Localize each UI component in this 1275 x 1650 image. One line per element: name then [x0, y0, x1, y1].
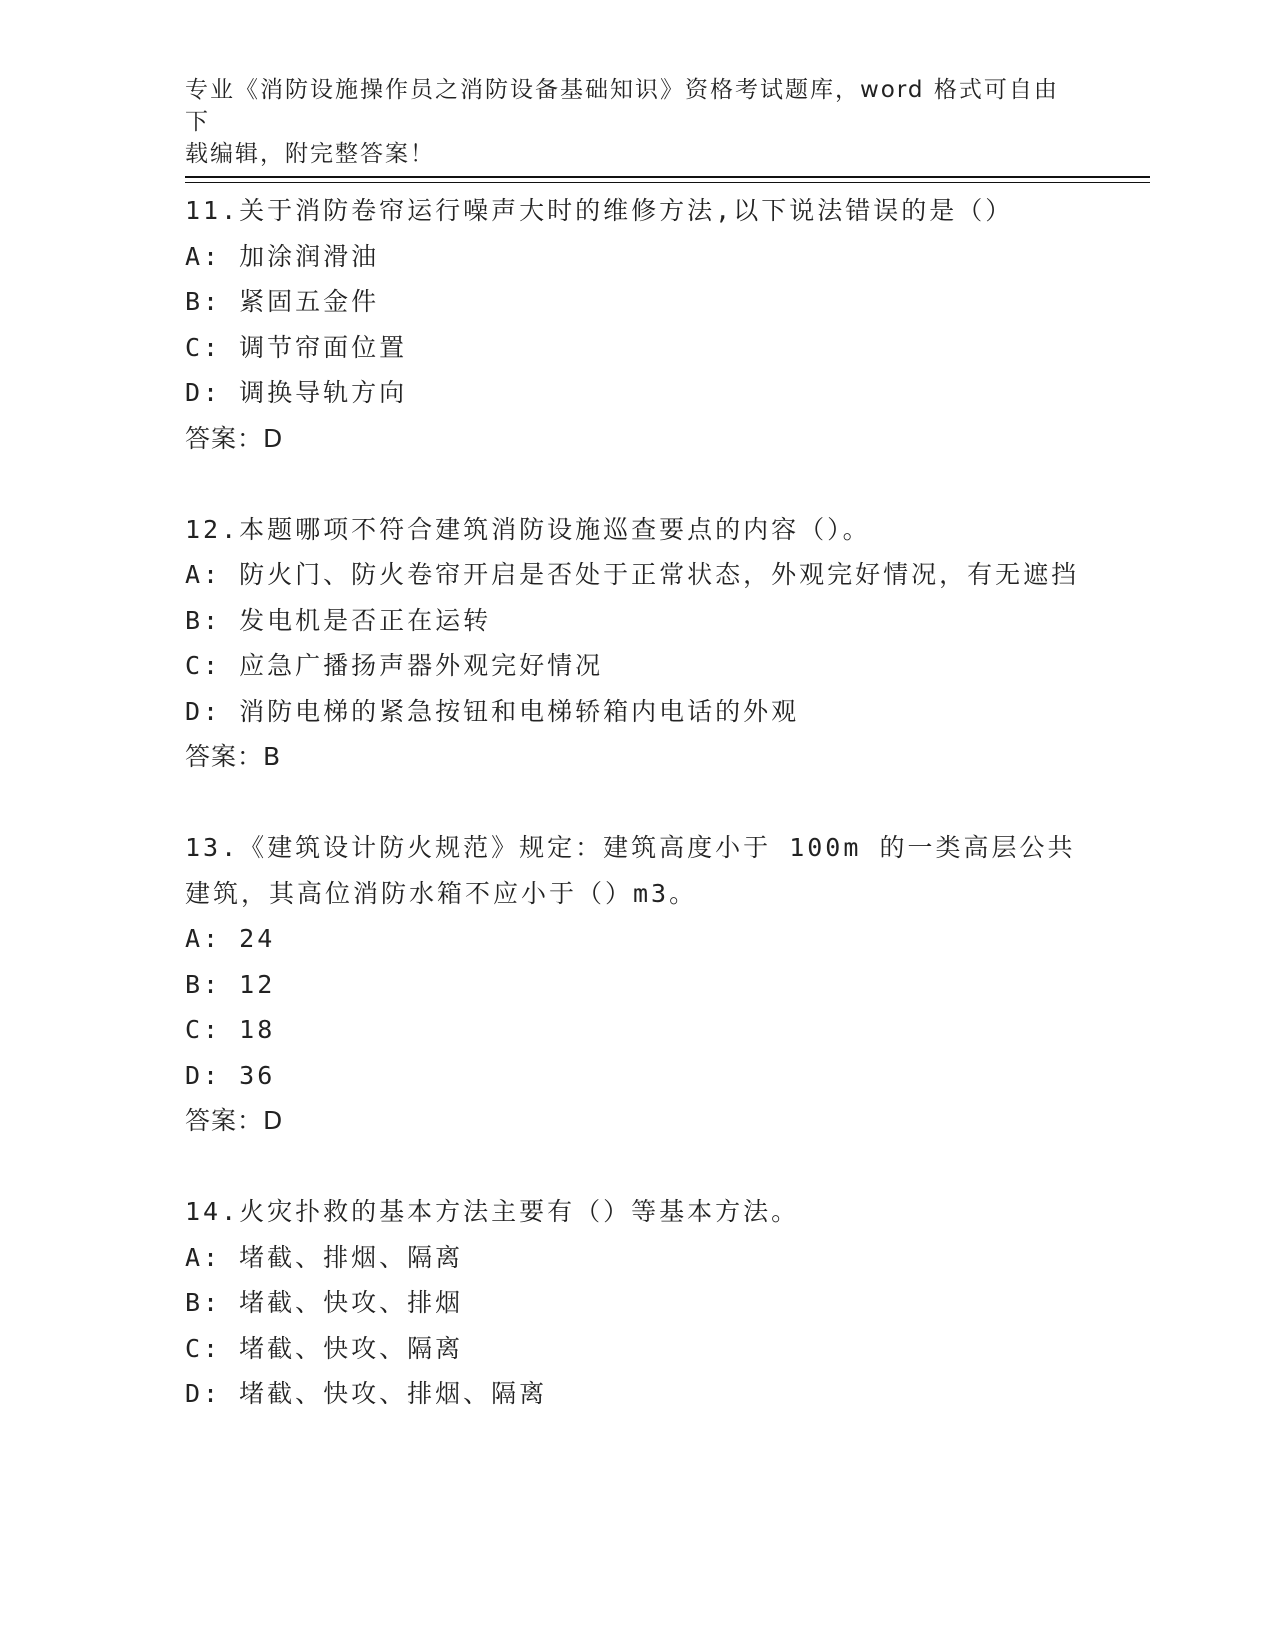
- answer: 答案：B: [185, 742, 282, 771]
- question-spacer: [185, 780, 1085, 826]
- option-d: D: 消防电梯的紧急按钮和电梯轿箱内电话的外观: [185, 696, 800, 726]
- option-d: D: 堵截、快攻、排烟、隔离: [185, 1379, 548, 1408]
- option-b: B: 紧固五金件: [185, 287, 380, 316]
- header-divider-thick: [185, 176, 1150, 178]
- question-text: 12.本题哪项不符合建筑消防设施巡查要点的内容（）。: [185, 514, 871, 544]
- option-d: D: 36: [185, 1060, 276, 1090]
- answer: 答案：D: [185, 1106, 284, 1135]
- question-14: [185, 1189, 1085, 1417]
- question-list: [185, 188, 1085, 1417]
- option-b: B: 12: [185, 969, 276, 999]
- option-b: B: 堵截、快攻、排烟: [185, 1288, 464, 1317]
- document-header: [185, 74, 1065, 170]
- option-d: D: 调换导轨方向: [185, 378, 408, 407]
- question-11: [185, 188, 1085, 507]
- option-a: A: 24: [185, 924, 276, 953]
- question-text: 13.《建筑设计防火规范》规定：建筑高度小于 100m 的一类高层公共建筑，其高位消防水箱不应小于（）m3。: [185, 833, 1076, 908]
- question-12: [185, 507, 1085, 826]
- question-spacer: [185, 461, 1085, 507]
- option-c: C: 堵截、快攻、隔离: [185, 1333, 464, 1363]
- header-divider-thin: [185, 182, 1150, 183]
- answer: 答案：D: [185, 423, 284, 453]
- header-line-1: 专业《消防设施操作员之消防设备基础知识》资格考试题库，word 格式可自由下: [185, 77, 1059, 135]
- option-c: C: 调节帘面位置: [185, 332, 408, 362]
- option-a: A: 加涂润滑油: [185, 241, 380, 271]
- option-a: A: 防火门、防火卷帘开启是否处于正常状态，外观完好情况，有无遮挡: [185, 560, 1080, 589]
- question-text: 11.关于消防卷帘运行噪声大时的维修方法,以下说法错误的是（）: [185, 196, 1014, 225]
- option-c: C: 应急广播扬声器外观完好情况: [185, 651, 604, 680]
- question-13: [185, 825, 1085, 1189]
- header-line-2: 载编辑，附完整答案！: [185, 141, 435, 167]
- question-spacer: [185, 1144, 1085, 1190]
- option-a: A: 堵截、排烟、隔离: [185, 1242, 464, 1272]
- option-c: C: 18: [185, 1015, 276, 1044]
- option-b: B: 发电机是否正在运转: [185, 605, 492, 635]
- question-text: 14.火灾扑救的基本方法主要有（）等基本方法。: [185, 1197, 800, 1226]
